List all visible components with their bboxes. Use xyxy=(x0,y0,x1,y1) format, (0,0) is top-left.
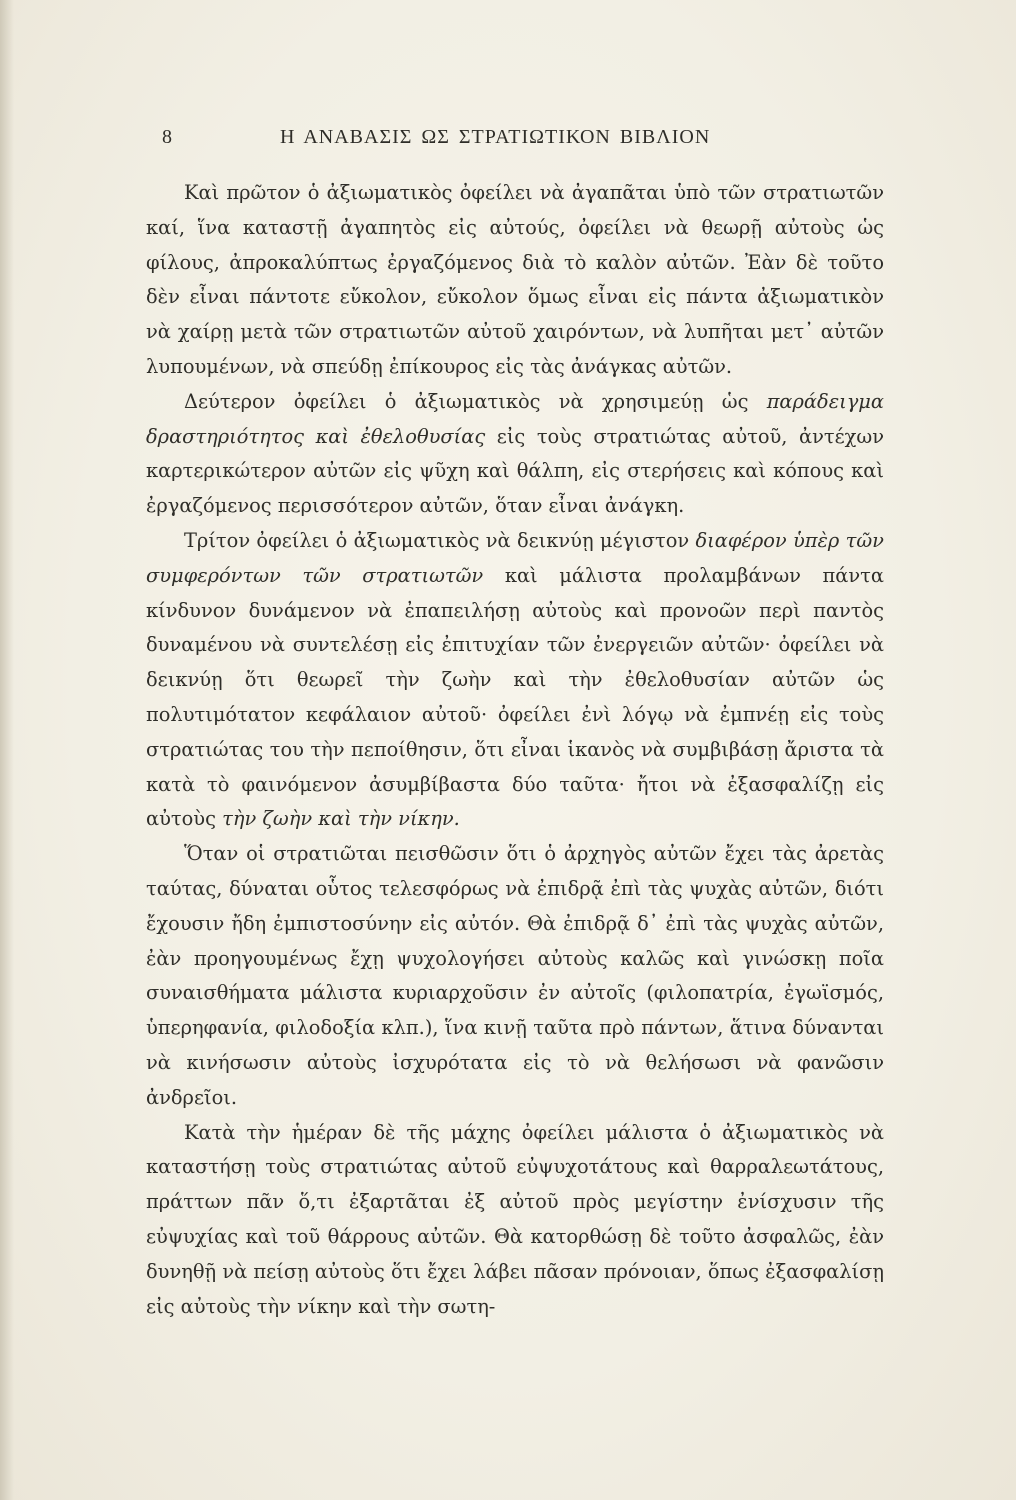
paragraph-2-text-after: εἰς τοὺς στρατιώτας αὐτοῦ, ἀντέχων καρτερικώτερον αὐτῶν εἰς ψῦχη καὶ θάλπη, εἰς στερήσεις καὶ κόπους καὶ ἐργαζόμενος περισσότερον αὐτῶν, ὅταν εἶναι ἀνάγκη. xyxy=(146,424,885,518)
page-number: 8 xyxy=(162,126,173,148)
page-edge-shadow xyxy=(0,0,14,1500)
paragraph-4 xyxy=(146,837,884,1115)
paragraph-2-emphasis: παράδειγμα δραστηριότητος καὶ ἐθελοθυσίας xyxy=(146,389,884,448)
body-text xyxy=(146,176,884,1324)
page-header xyxy=(162,126,892,156)
paragraph-4-text: Ὅταν οἱ στρατιῶται πεισθῶσιν ὅτι ὁ ἀρχηγὸς αὐτῶν ἔχει τὰς ἀρετὰς ταύτας, δύναται οὗτος τελεσφόρως νὰ ἐπιδρᾷ ἐπὶ τὰς ψυχὰς αὐτῶν, διότι ἔχουσιν ἤδη ἐμπιστοσύνην εἰς αὐτόν. Θὰ ἐπιδρᾷ δ᾽ ἐπὶ τὰς ψυχὰς αὐτῶν, ἐὰν προηγουμένως ἔχῃ ψυχολογήσει αὐτοὺς καλῶς καὶ γινώσκῃ ποῖα συναισθήματα μάλιστα κυριαρχοῦσιν ἐν αὐτοῖς (φιλοπατρία, ἐγωϊσμός, ὑπερηφανία, φιλοδοξία κλπ.), ἵνα κινῇ ταῦτα πρὸ πάντων, ἅτινα δύνανται νὰ κινήσωσιν αὐτοὺς ἰσχυρότατα εἰς τὸ νὰ θελήσωσι νὰ φανῶσιν ἀνδρεῖοι. xyxy=(146,842,884,1109)
paragraph-1 xyxy=(146,176,884,385)
running-head: Η ΑΝΑΒΑΣΙΣ ΩΣ ΣΤΡΑΤΙΩΤΙΚΟΝ ΒΙΒΛΙΟΝ xyxy=(280,126,711,148)
paragraph-5-text: Κατὰ τὴν ἡμέραν δὲ τῆς μάχης ὀφείλει μάλιστα ὁ ἀξιωματικὸς νὰ καταστήσῃ τοὺς στρατιώτας αὐτοῦ εὐψυχοτάτους καὶ θαρραλεωτάτους, πράττων πᾶν ὅ,τι ἐξαρτᾶται ἐξ αὐτοῦ πρὸς μεγίστην ἐνίσχυσιν τῆς εὐψυχίας καὶ τοῦ θάρρους αὐτῶν. Θὰ κατορθώσῃ δὲ τοῦτο ἀσφαλῶς, ἐὰν δυνηθῇ νὰ πείσῃ αὐτοὺς ὅτι ἔχει λάβει πᾶσαν πρόνοιαν, ὅπως ἐξασφαλίσῃ εἰς αὐτοὺς τὴν νίκην καὶ τὴν σωτη- xyxy=(146,1120,884,1318)
paragraph-5 xyxy=(146,1116,884,1325)
paragraph-3-emphasis-2: τὴν ζωὴν καὶ τὴν νίκην. xyxy=(222,807,460,831)
paragraph-2-text-before: Δεύτερον ὀφείλει ὁ ἀξιωματικὸς νὰ χρησιμεύῃ ὡς xyxy=(184,389,749,413)
paragraph-3-text-middle: καὶ μάλιστα προλαμβάνων πάντα κίνδυνον δυνάμενον νὰ ἐπαπειλήσῃ αὐτοὺς καὶ προνοῶν περὶ παντὸς δυναμένου νὰ συντελέσῃ εἰς ἐπιτυχίαν τῶν ἐνεργειῶν αὐτῶν· ὀφείλει νὰ δεικνύῃ ὅτι θεωρεῖ τὴν ζωὴν καὶ τὴν ἐθελοθυσίαν αὐτῶν ὡς πολυτιμότατον κεφάλαιον αὐτοῦ· ὀφείλει ἐνὶ λόγῳ νὰ ἐμπνέῃ εἰς τοὺς στρατιώτας του τὴν πεποίθησιν, ὅτι εἶναι ἱκανὸς νὰ συμβιβάσῃ ἄριστα τὰ κατὰ τὸ φαινόμενον ἀσυμβίβαστα δύο ταῦτα· ἤτοι νὰ ἐξασφαλίζῃ εἰς αὐτοὺς xyxy=(146,563,884,831)
paragraph-3-text-before: Τρίτον ὀφείλει ὁ ἀξιωματικὸς νὰ δεικνύῃ μέγιστον xyxy=(184,528,690,552)
paragraph-3 xyxy=(146,524,884,837)
paragraph-3-emphasis: διαφέρον ὑπὲρ τῶν συμφερόντων τῶν στρατιωτῶν xyxy=(146,528,884,587)
paragraph-2 xyxy=(146,385,884,524)
paragraph-1-text: Καὶ πρῶτον ὁ ἀξιωματικὸς ὀφείλει νὰ ἀγαπᾶται ὑπὸ τῶν στρατιωτῶν καί, ἵνα καταστῇ ἀγαπητὸς εἰς αὐτούς, ὀφείλει νὰ θεωρῇ αὐτοὺς ὡς φίλους, ἀπροκαλύπτως ἐργαζόμενος διὰ τὸ καλὸν αὐτῶν. Ἐὰν δὲ τοῦτο δὲν εἶναι πάντοτε εὔκολον, εὔκολον ὅμως εἶναι εἰς πάντα ἀξιωματικὸν νὰ χαίρῃ μετὰ τῶν στρατιωτῶν αὐτοῦ χαιρόντων, νὰ λυπῆται μετ᾽ αὐτῶν λυπουμένων, νὰ σπεύδῃ ἐπίκουρος εἰς τὰς ἀνάγκας αὐτῶν. xyxy=(146,181,884,378)
